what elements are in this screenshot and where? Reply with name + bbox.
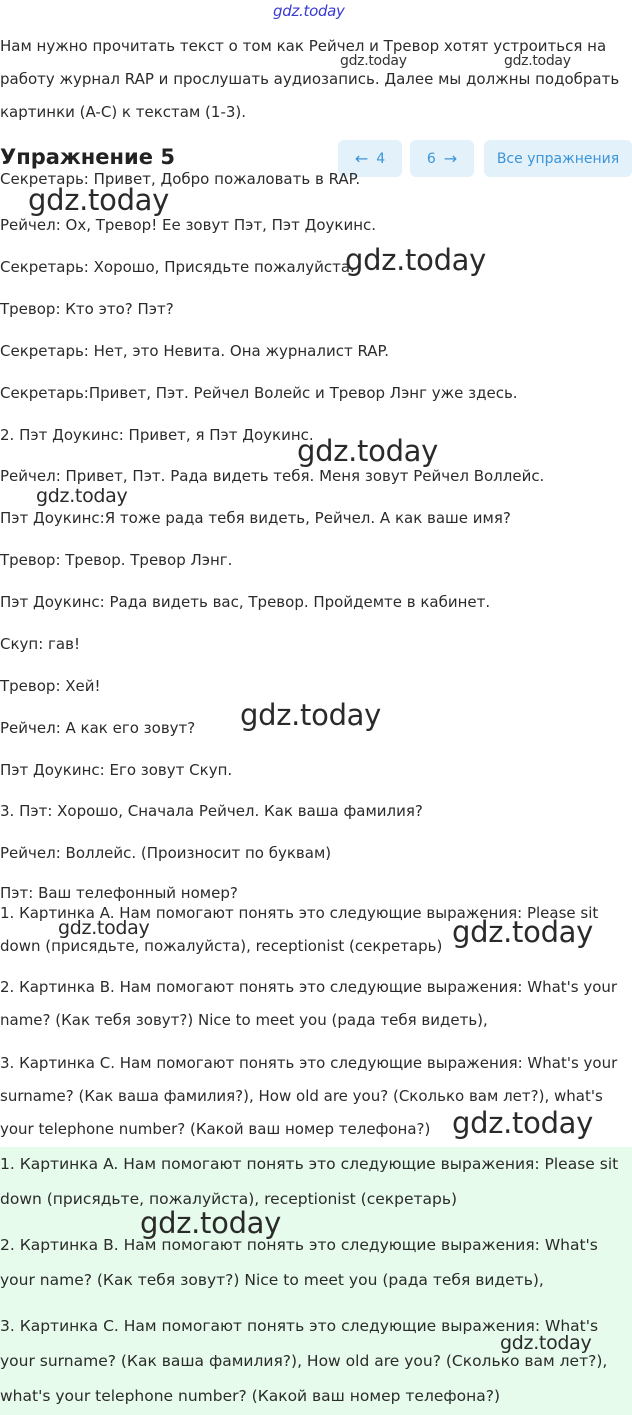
script-line: Пэт Доукинс:Я тоже рада тебя видеть, Рейчел. А как ваше имя?	[0, 509, 511, 527]
watermark: gdz.today	[452, 1106, 594, 1140]
watermark: gdz.today	[345, 243, 487, 277]
answer-box	[0, 1147, 632, 1415]
watermark: gdz.today	[140, 1206, 282, 1240]
watermark: gdz.today	[452, 915, 594, 949]
all-exercises-label: Все упражнения	[496, 150, 620, 167]
script-line: Скуп: гав!	[0, 635, 80, 653]
script-line: Рейчел: А как его зовут?	[0, 719, 196, 737]
script-line: Рейчел: Воллейс. (Произносит по буквам)	[0, 844, 332, 862]
script-line: 3. Пэт: Хорошо, Сначала Рейчел. Как ваша фамилия?	[0, 802, 423, 820]
watermark: gdz.today	[500, 1332, 592, 1354]
script-line: Пэт Доукинс: Рада видеть вас, Тревор. Пройдемте в кабинет.	[0, 593, 491, 611]
script-line: Пэт Доукинс: Его зовут Скуп.	[0, 761, 233, 779]
intro-text: Нам нужно прочитать текст о том как Рейчел и Тревор хотят устроиться на работу журнал RAP и прослушать аудиозапись. Далее мы должны подобрать картинки (A-C) к текстам (1-3).	[0, 37, 620, 121]
answer-item: 2. Картинка B. Нам помогают понять это следующие выражения: What's your name? (Как тебя зовут?) Nice to meet you (рада тебя видеть),	[0, 1236, 598, 1289]
script-line: Секретарь: Привет, Добро пожаловать в RAP.	[0, 170, 361, 188]
exercise-title: Упражнение 5	[0, 145, 175, 169]
answer-item: 2. Картинка B. Нам помогают понять это следующие выражения: What's your name? (Как тебя зовут?) Nice to meet you (рада тебя видеть),	[0, 978, 618, 1029]
script-line: Рейчел: Привет, Пэт. Рада видеть тебя. Меня зовут Рейчел Воллейс.	[0, 467, 545, 485]
answer-item: 3. Картинка C. Нам помогают понять это следующие выражения: What's your surname? (Как ваша фамилия?), How old are you? (Сколько вам лет?), what's your telephone number? (Какой ваш номер телефона?)	[0, 1317, 608, 1405]
watermark: gdz.today	[28, 183, 170, 217]
watermark: gdz.today	[36, 485, 128, 507]
script-line: Секретарь: Хорошо, Присядьте пожалуйста.	[0, 258, 355, 276]
watermark: gdz.today	[504, 53, 571, 69]
arrow-left-icon: ←	[354, 149, 369, 168]
prev-exercise-label: 4	[376, 150, 386, 167]
watermark: gdz.today	[340, 53, 407, 69]
script-line: Секретарь: Нет, это Невита. Она журналист RAP.	[0, 342, 390, 360]
arrow-right-icon: →	[443, 149, 458, 168]
script-line: Рейчел: Ох, Тревор! Ее зовут Пэт, Пэт Доукинс.	[0, 216, 377, 234]
script-line: Тревор: Хей!	[0, 677, 101, 695]
script-line: Секретарь:Привет, Пэт. Рейчел Волейс и Тревор Лэнг уже здесь.	[0, 384, 518, 402]
next-exercise-label: 6	[426, 150, 436, 167]
script-line: Тревор: Тревор. Тревор Лэнг.	[0, 551, 233, 569]
answer-item: 1. Картинка A. Нам помогают понять это следующие выражения: Please sit down (присядьте, пожалуйста), receptionist (секретарь)	[0, 904, 599, 955]
watermark: gdz.today	[58, 917, 150, 939]
script-line: 2. Пэт Доукинс: Привет, я Пэт Доукинс.	[0, 426, 314, 444]
watermark-top: gdz.today	[273, 2, 345, 20]
dialogue-script	[0, 170, 632, 902]
script-line: Тревор: Кто это? Пэт?	[0, 300, 174, 318]
watermark: gdz.today	[240, 698, 382, 732]
answer-item: 1. Картинка A. Нам помогают понять это следующие выражения: Please sit down (присядьте, пожалуйста), receptionist (секретарь)	[0, 1155, 619, 1208]
script-line: Пэт: Ваш телефонный номер?	[0, 884, 238, 902]
answer-item: 3. Картинка C. Нам помогают понять это следующие выражения: What's your surname? (Как ваша фамилия?), How old are you? (Сколько вам лет?), what's your telephone number? (Какой ваш номер телефона?)	[0, 1054, 618, 1138]
watermark: gdz.today	[297, 434, 439, 468]
